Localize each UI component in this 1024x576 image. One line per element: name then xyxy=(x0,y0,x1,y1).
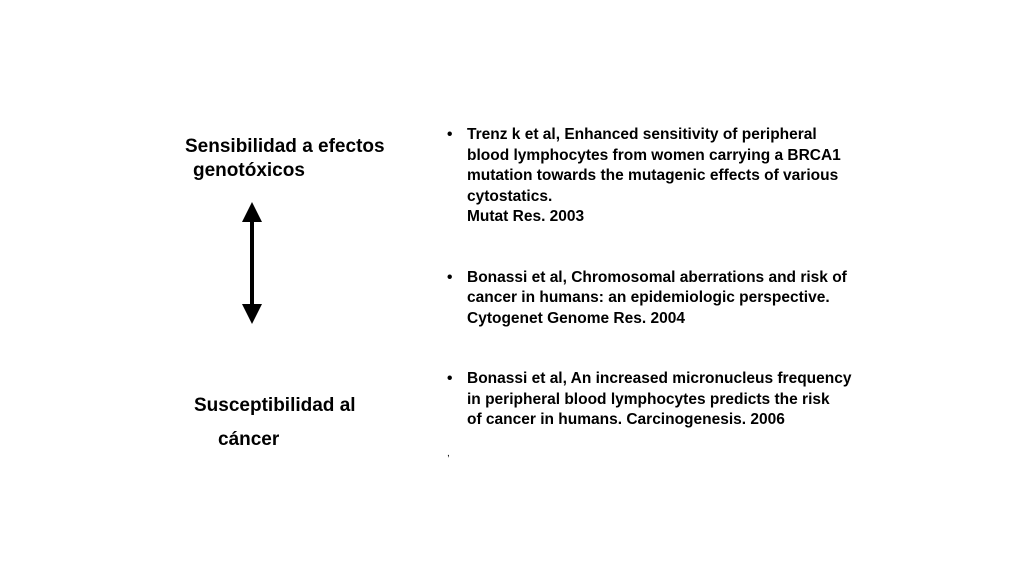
reference-line: cytostatics. xyxy=(467,187,553,205)
cancer-susceptibility-label-line1: Susceptibilidad al xyxy=(194,395,356,416)
double-arrow-icon xyxy=(238,200,266,326)
cancer-susceptibility-label-line2: cáncer xyxy=(218,429,280,450)
reference-line: cancer in humans: an epidemiologic perspective. xyxy=(467,289,830,306)
reference-line: Bonassi et al, An increased micronucleus frequency xyxy=(467,370,852,387)
reference-list xyxy=(447,125,1007,431)
arrow-head-up xyxy=(242,202,262,222)
reference-line: mutation towards the mutagenic effects of various xyxy=(467,167,839,184)
reference-line: Mutat Res. 2003 xyxy=(467,208,585,225)
reference-item-bonassi-2004 xyxy=(447,268,1007,330)
bullet-icon: • xyxy=(447,126,453,143)
bullet-icon: • xyxy=(447,268,453,286)
reference-line: blood lymphocytes from women carrying a BRCA1 xyxy=(467,146,841,164)
reference-line: Cytogenet Genome Res. 2004 xyxy=(467,309,685,327)
genotoxic-sensitivity-label-line1: Sensibilidad a efectos xyxy=(185,136,385,157)
reference-item-trenz xyxy=(447,125,1007,228)
reference-line: of cancer in humans. Carcinogenesis. 2006 xyxy=(467,411,785,428)
arrow-shaft xyxy=(250,220,254,306)
reference-line: in peripheral blood lymphocytes predicts the risk xyxy=(467,390,830,408)
reference-line: Trenz k et al, Enhanced sensitivity of peripheral xyxy=(467,126,817,143)
genotoxic-sensitivity-label-line2: genotóxicos xyxy=(193,160,305,181)
stray-comma-mark: , xyxy=(447,448,450,459)
arrow-head-down xyxy=(242,304,262,324)
reference-item-bonassi-2006 xyxy=(447,369,1007,431)
reference-line: Bonassi et al, Chromosomal aberrations and risk of xyxy=(467,268,847,286)
bullet-icon: • xyxy=(447,370,453,387)
